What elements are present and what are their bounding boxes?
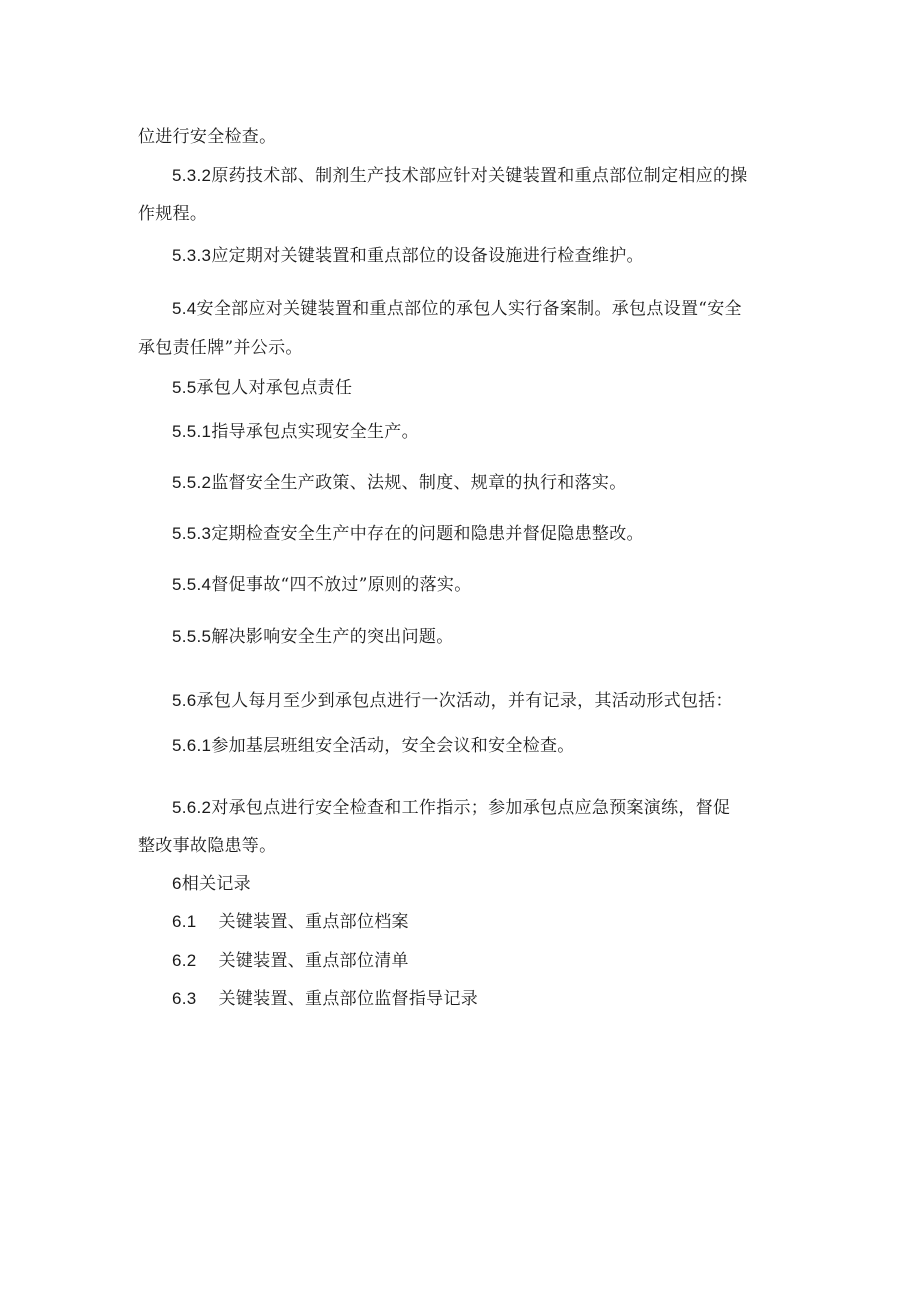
paragraph-text: 定期检查安全生产中存在的问题和隐患并督促隐患整改。 [211,524,644,544]
section-number: 5.5 [172,378,197,397]
paragraph-text: 承包人对承包点责任 [196,378,353,398]
record-item [172,988,478,1010]
section-number: 6 [172,874,182,893]
paragraph-text: 位进行安全检查。 [138,127,277,147]
paragraph-5-5-3 [172,523,644,545]
paragraph-text: 整改事故隐患等。 [138,836,277,856]
section-number: 5.6.2 [172,798,212,817]
record-number: 6.3 [172,989,197,1008]
section-number: 5.6.1 [172,736,212,755]
record-text: 关键装置、重点部位监督指导记录 [218,989,479,1009]
section-number: 5.5.3 [172,524,212,543]
paragraph-5-3-3 [172,245,644,267]
paragraph-text: 指导承包点实现安全生产。 [211,422,419,442]
paragraph-text: 督促事故“四不放过”原则的落实。 [211,575,472,595]
paragraph-text: 承包责任牌”并公示。 [138,338,303,358]
paragraph-text: 安全部应对关键装置和重点部位的承包人实行备案制。承包点设置“安全 [196,299,742,319]
section-number: 5.5.4 [172,575,212,594]
paragraph-5-5 [172,377,352,399]
paragraph-text: 承包人每月至少到承包点进行一次活动，并有记录，其活动形式包括： [196,691,733,711]
paragraph-text: 应定期对关键装置和重点部位的设备设施进行检查维护。 [211,246,644,266]
section-number: 5.6 [172,691,197,710]
record-number: 6.2 [172,951,197,970]
paragraph-5-5-2 [172,472,627,494]
record-number: 6.1 [172,912,197,931]
paragraph-5-6-2-cont [138,835,276,857]
paragraph-5-5-5 [172,626,454,648]
record-item [172,911,409,933]
paragraph-5-5-1 [172,421,419,443]
paragraph-5-6 [172,690,733,712]
paragraph-5-3-2-cont [138,203,207,225]
paragraph-text: 对承包点进行安全检查和工作指示；参加承包点应急预案演练，督促 [211,798,731,818]
paragraph-5-4-cont [138,337,303,359]
paragraph-text: 参加基层班组安全活动，安全会议和安全检查。 [211,736,575,756]
section-number: 5.5.2 [172,473,212,492]
section-number: 5.5.1 [172,422,212,441]
section-heading: 相关记录 [181,874,251,894]
paragraph-5-3-2 [172,165,748,187]
section-number: 5.3.3 [172,246,212,265]
paragraph-5-5-4 [172,574,472,596]
section-number: 5.4 [172,299,197,318]
paragraph-5-4 [172,298,742,320]
record-text: 关键装置、重点部位清单 [218,951,409,971]
paragraph-5-6-1 [172,735,575,757]
record-text: 关键装置、重点部位档案 [218,912,409,932]
paragraph-text: 原药技术部、制剂生产技术部应针对关键装置和重点部位制定相应的操 [211,166,748,186]
paragraph-text: 监督安全生产政策、法规、制度、规章的执行和落实。 [211,473,627,493]
paragraph-5-6-2 [172,797,730,819]
paragraph-text: 解决影响安全生产的突出问题。 [211,627,454,647]
paragraph-text: 作规程。 [138,204,208,224]
paragraph-continuation [138,126,276,148]
section-6-heading [172,873,251,895]
section-number: 5.5.5 [172,627,212,646]
section-number: 5.3.2 [172,166,212,185]
record-item [172,950,409,972]
